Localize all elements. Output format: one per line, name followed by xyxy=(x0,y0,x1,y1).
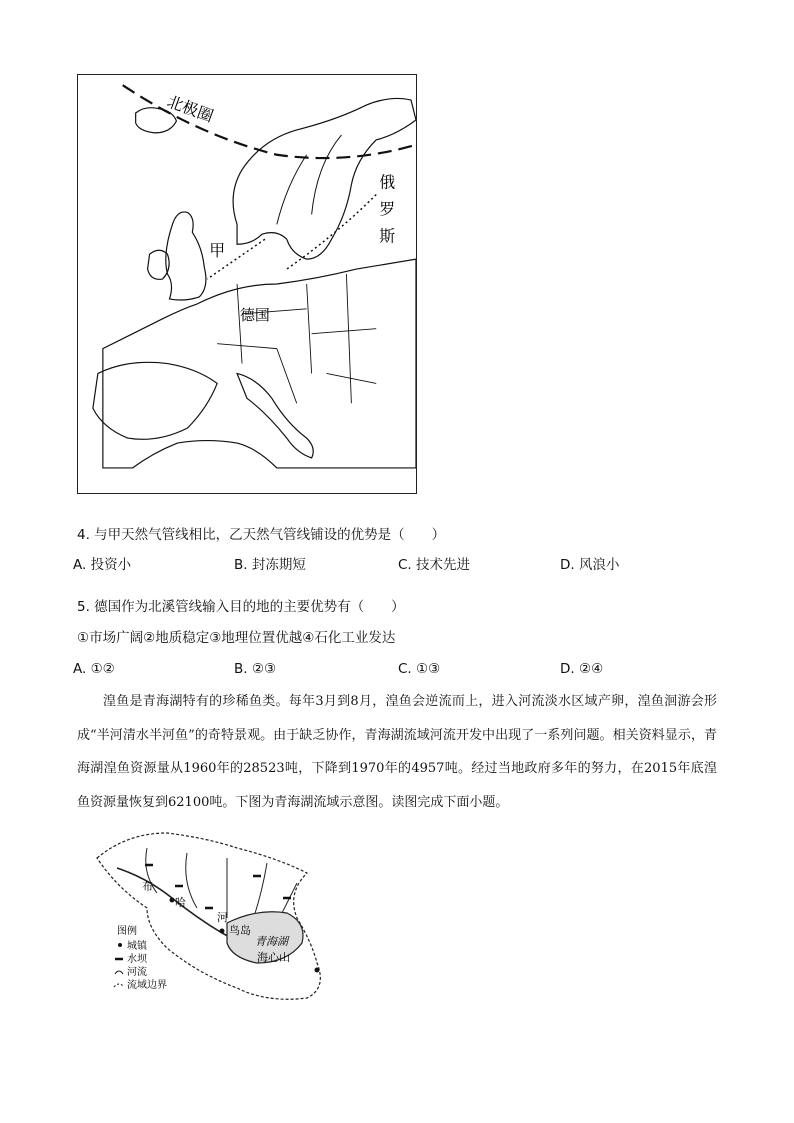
island-label: 鸟岛 xyxy=(229,924,251,937)
russia-label-2: 罗 xyxy=(379,199,396,219)
q5-option-a[interactable]: A. ①② xyxy=(73,661,115,677)
continental-europe xyxy=(103,259,416,468)
q5-stem: 5. 德国作为北溪管线输入目的地的主要优势有（ ） xyxy=(77,599,405,615)
legend-river-icon xyxy=(115,971,123,974)
town-marker xyxy=(220,929,225,934)
q4-option-a[interactable]: A. 投资小 xyxy=(73,557,132,573)
great-britain xyxy=(166,212,206,300)
legend-town: 城镇 xyxy=(127,941,147,952)
legend-town-icon xyxy=(118,943,122,947)
q5-option-b[interactable]: B. ②③ xyxy=(234,661,277,677)
river-char-he: 河 xyxy=(217,911,228,924)
jia-label: 甲 xyxy=(209,241,226,261)
europe-map xyxy=(77,74,417,494)
mountain-label: 海心山 xyxy=(257,951,290,964)
legend-boundary-icon xyxy=(114,984,124,987)
river-char-bu: 布 xyxy=(142,880,153,893)
europe-map-drawing xyxy=(78,75,416,493)
q5-option-d[interactable]: D. ②④ xyxy=(560,661,604,677)
q4-option-b[interactable]: B. 封冻期短 xyxy=(234,557,306,573)
legend-dam: 水坝 xyxy=(127,954,147,965)
russia-label-1: 俄 xyxy=(379,172,396,192)
lake-label: 青海湖 xyxy=(255,935,288,948)
qinghai-basin-map xyxy=(77,828,367,1008)
legend-title: 图例 xyxy=(117,926,137,937)
legend-boundary: 流域边界 xyxy=(127,980,167,991)
iberia xyxy=(93,362,217,439)
italy xyxy=(237,373,313,458)
q4-option-c[interactable]: C. 技术先进 xyxy=(398,557,471,573)
pipeline-yi xyxy=(287,195,376,270)
qinghai-basin-drawing xyxy=(77,828,367,1008)
legend-river: 河流 xyxy=(127,967,147,978)
q4-stem: 4. 与甲天然气管线相比，乙天然气管线铺设的优势是（ ） xyxy=(77,527,446,543)
river-char-ha: 哈 xyxy=(175,896,186,909)
town-marker xyxy=(170,898,175,903)
q4-option-d[interactable]: D. 风浪小 xyxy=(560,557,620,573)
scandinavia-borders xyxy=(277,135,342,224)
russia-label-3: 斯 xyxy=(379,226,396,246)
dam-markers xyxy=(145,865,291,908)
arctic-circle-line xyxy=(123,85,416,158)
q5-option-c[interactable]: C. ①③ xyxy=(398,661,441,677)
arctic-circle-label: 北极圈 xyxy=(164,91,216,126)
passage xyxy=(77,685,717,819)
passage-text: 湟鱼是青海湖特有的珍稀鱼类。每年3月到8月，湟鱼会逆流而上，进入河流淡水区域产卵，湟鱼洄游会形成“半河清水半河鱼”的奇特景观。由于缺乏协作，青海湖流域河流开发中出现了一系列问题。相关资料显示，青海湖湟鱼资源量从1960年的28523吨，下降到1970年的4957吨。经过当地政府多年的努力，在2015年底湟鱼资源量恢复到62100吨。下图为青海湖流域示意图。读图完成下面小题。 xyxy=(77,694,717,810)
germany-label: 德国 xyxy=(240,305,270,324)
q5-statements: ①市场广阔②地质稳定③地理位置优越④石化工业发达 xyxy=(77,630,396,646)
town-marker xyxy=(315,968,320,973)
